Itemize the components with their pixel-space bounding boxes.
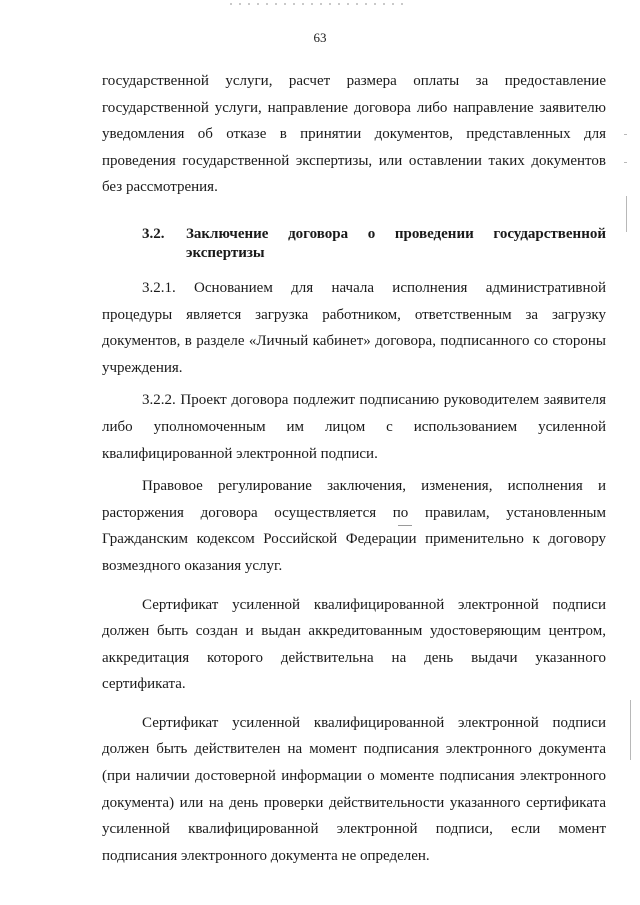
paragraph-legal-regulation: Правовое регулирование заключения, изменения, исполнения и расторжения договора осуществляется по правилам, установленным Гражданским кодексом Российской Федерации применительно к договору возмездного оказания услуг.	[102, 478, 606, 574]
scan-artifact-top	[230, 3, 410, 5]
scan-artifact-margin	[624, 134, 627, 135]
section-number: 3.2.	[142, 225, 165, 242]
section-heading	[102, 225, 606, 263]
paragraph-certificate-issuance: Сертификат усиленной квалифицированной электронной подписи должен быть создан и выдан аккредитованным удостоверяющим центром, аккредитация которого действительна на день выдачи указанного сертификата.	[102, 596, 606, 693]
paragraph-3-2-1: 3.2.1. Основанием для начала исполнения административной процедуры является загрузка работником, ответственным за загрузку документов, в разделе «Личный кабинет» договора, подписанного со стороны учреждения.	[102, 279, 606, 376]
scan-artifact-margin	[630, 700, 631, 760]
scan-artifact-margin	[626, 196, 627, 232]
scan-artifact-mark	[398, 525, 412, 526]
scan-artifact-margin	[624, 162, 627, 163]
paragraph-3-2-2: 3.2.2. Проект договора подлежит подписанию руководителем заявителя либо уполномоченным им лицом с использованием усиленной квалифицированной электронной подписи.	[102, 392, 606, 462]
paragraph-certificate-validity: Сертификат усиленной квалифицированной электронной подписи должен быть действителен на момент подписания электронного документа (при наличии достоверной информации о моменте подписания электронного документа) или на день проверки действительности указанного сертификата усиленной квалифицированной электронной подписи, если момент подписания электронного документа не определен.	[102, 714, 606, 864]
document-body	[102, 68, 606, 869]
page-number: 63	[313, 30, 327, 45]
section-title: Заключение договора о проведении государственной экспертизы	[186, 225, 606, 261]
paragraph-continuation: государственной услуги, расчет размера оплаты за предоставление государственной услуги, направление договора либо направление заявителю уведомления об отказе в принятии документов, представленных для проведения государственной экспертизы, или оставлении таких документов без рассмотрения.	[102, 73, 606, 196]
